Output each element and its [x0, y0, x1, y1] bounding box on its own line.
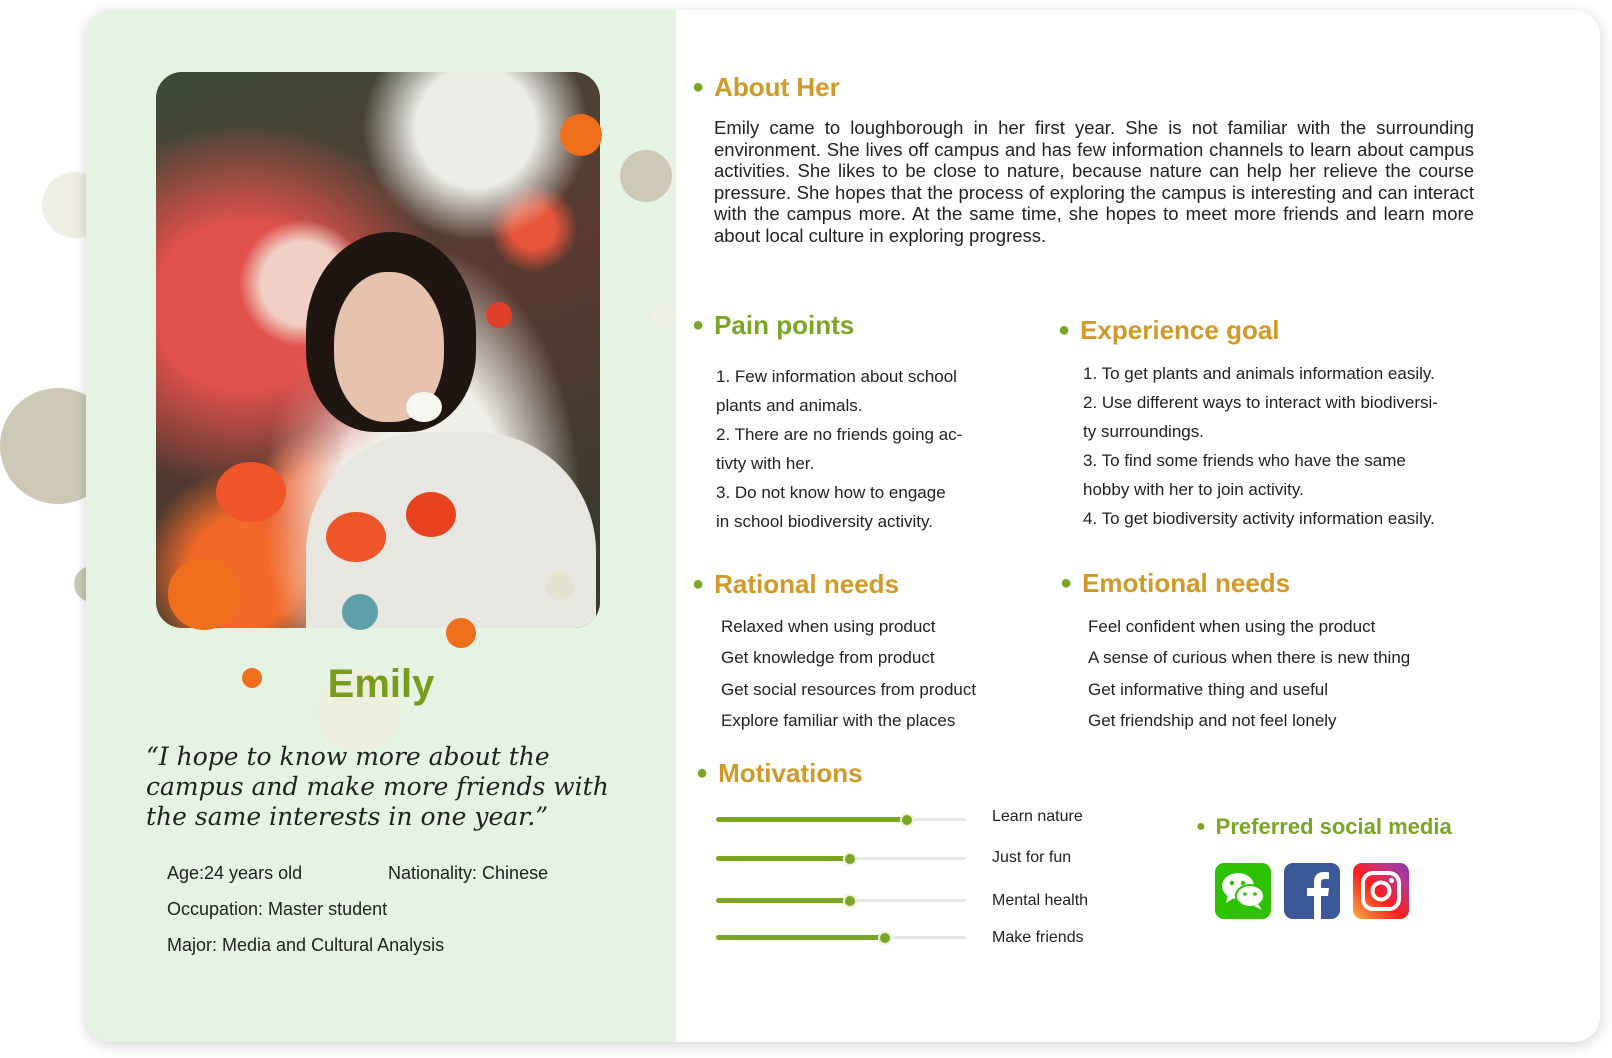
motivation-label: Make friends — [992, 929, 1084, 946]
persona-age: Age:24 years old — [167, 863, 303, 883]
motivation-label: Just for fun — [992, 849, 1072, 866]
list-item: 3. To find some friends who have the same — [1083, 451, 1406, 470]
emotional-needs-title — [1060, 568, 1290, 599]
photo-flower — [216, 462, 286, 522]
slider-fill — [716, 817, 906, 822]
persona-quote: “I hope to know more about the campus and make more friends with the same interests in one year.” — [146, 742, 609, 831]
slider-fill — [716, 898, 849, 903]
motivations-title-text: Motivations — [718, 758, 863, 788]
persona-occupation: Occupation: Master student — [167, 899, 388, 919]
social-media-title-text: Preferred social media — [1215, 814, 1452, 839]
list-item: Get friendship and not feel lonely — [1088, 710, 1337, 730]
photo-flower — [406, 392, 442, 422]
instagram-glyph — [1359, 869, 1403, 913]
pain-points-title-text: Pain points — [714, 310, 855, 340]
rational-needs-list — [721, 611, 976, 736]
motivation-slider[interactable] — [716, 890, 966, 910]
photo-flower — [406, 492, 456, 537]
list-item: plants and animals. — [716, 396, 863, 415]
profile-panel — [86, 10, 676, 1042]
rational-needs-title — [692, 569, 899, 600]
persona-nationality: Nationality: Chinese — [388, 863, 549, 883]
list-item: ty surroundings. — [1083, 422, 1204, 441]
details-panel — [676, 10, 1600, 1042]
slider-fill — [716, 935, 884, 940]
decorative-circle — [168, 558, 240, 630]
list-item: hobby with her to join activity. — [1083, 480, 1304, 499]
profile-photo — [156, 72, 600, 628]
rational-needs-title-text: Rational needs — [714, 569, 900, 599]
decorative-circle — [620, 150, 672, 202]
persona-name: Emily — [327, 662, 435, 706]
list-item: Relaxed when using product — [721, 617, 936, 636]
list-item: Explore familiar with the places — [721, 710, 956, 730]
bullet-icon: ● — [692, 573, 705, 595]
list-item: in school biodiversity activity. — [716, 512, 933, 531]
slider-fill — [716, 856, 849, 861]
motivation-label: Learn nature — [992, 808, 1083, 825]
bullet-icon: ● — [1060, 572, 1073, 594]
about-text: Emily came to loughborough in her first year. She is not familiar with the surrounding environment. She lives off campus and has few information channels to learn about campus activities. She likes to be close to nature, because nature can help her relieve the course pressure. She hopes that the process of exploring the campus is interesting and can interact with the campus more. At the same time, she hopes to meet more friends and learn more about local culture in exploring progress. — [714, 117, 1474, 246]
pain-points-title — [692, 310, 854, 341]
decorative-circle — [546, 572, 574, 600]
list-item: 2. There are no friends going ac- — [716, 425, 963, 444]
slider-knob[interactable] — [900, 813, 914, 827]
list-item: A sense of curious when there is new thing — [1088, 648, 1411, 668]
decorative-circle — [342, 594, 378, 630]
list-item: 3. Do not know how to engage — [716, 483, 946, 502]
list-item: Feel confident when using the product — [1088, 617, 1376, 636]
list-item: 1. Few information about school — [716, 367, 957, 386]
persona-card — [86, 10, 1600, 1042]
wechat-glyph — [1220, 871, 1266, 911]
decorative-circle — [446, 618, 476, 648]
motivation-slider[interactable] — [716, 809, 966, 829]
motivation-label: Mental health — [992, 892, 1089, 909]
bullet-icon: ● — [1196, 818, 1206, 835]
motivation-slider[interactable] — [716, 927, 966, 947]
list-item: 2. Use different ways to interact with biodiversi- — [1083, 393, 1438, 412]
experience-goal-list — [1083, 359, 1438, 533]
decorative-circle — [560, 114, 602, 156]
persona-major: Major: Media and Cultural Analysis — [167, 935, 445, 955]
facebook-icon[interactable] — [1284, 863, 1340, 919]
wechat-icon[interactable] — [1215, 863, 1271, 919]
instagram-icon[interactable] — [1353, 863, 1409, 919]
bullet-icon: ● — [1058, 319, 1071, 341]
photo-flower — [486, 302, 512, 328]
motivations-title — [696, 758, 863, 789]
slider-knob[interactable] — [878, 931, 892, 945]
emotional-needs-list — [1088, 611, 1410, 736]
bullet-icon: ● — [692, 76, 705, 98]
photo-flower — [326, 512, 386, 562]
motivation-slider[interactable] — [716, 848, 966, 868]
decorative-circle — [650, 304, 674, 328]
bullet-icon: ● — [696, 762, 709, 784]
pain-points-list — [716, 362, 962, 536]
list-item: Get informative thing and useful — [1088, 679, 1329, 699]
about-title-text: About Her — [714, 72, 840, 102]
bullet-icon: ● — [692, 314, 705, 336]
slider-knob[interactable] — [843, 852, 857, 866]
list-item: 4. To get biodiversity activity information easily. — [1083, 509, 1435, 528]
social-media-title — [1196, 814, 1452, 840]
experience-goal-title — [1058, 315, 1280, 346]
experience-goal-title-text: Experience goal — [1080, 315, 1280, 345]
facebook-glyph — [1284, 863, 1340, 919]
list-item: tivty with her. — [716, 454, 815, 473]
slider-knob[interactable] — [843, 894, 857, 908]
emotional-needs-title-text: Emotional needs — [1082, 568, 1291, 598]
list-item: Get knowledge from product — [721, 648, 935, 668]
list-item: 1. To get plants and animals information easily. — [1083, 364, 1435, 383]
list-item: Get social resources from product — [721, 679, 977, 699]
about-title — [692, 72, 840, 103]
